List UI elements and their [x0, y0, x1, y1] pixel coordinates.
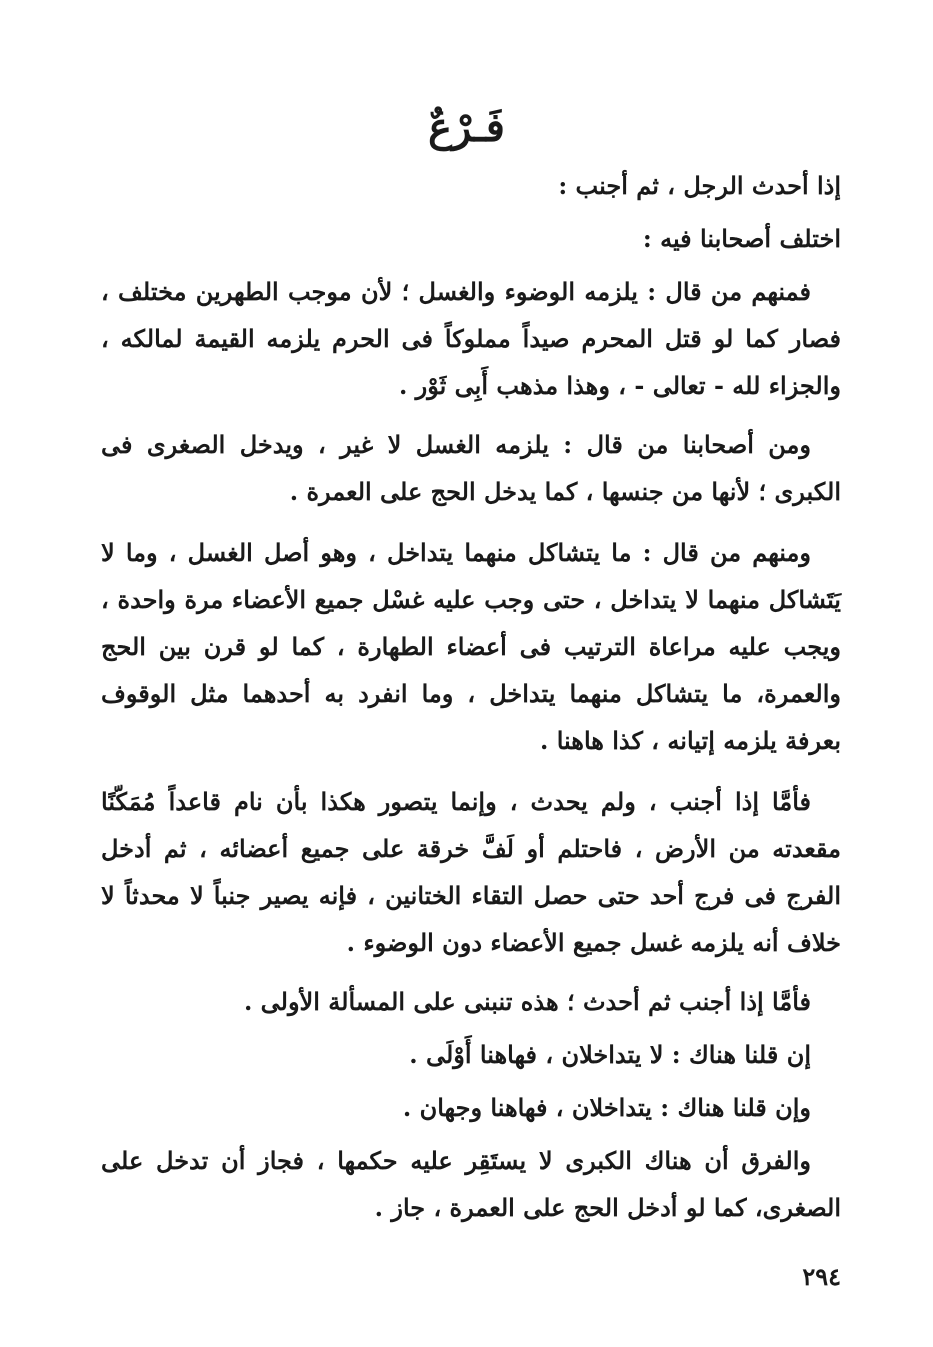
- paragraph-6: فأمَّا إذا أجنب ، ولم يحدث ، وإنما يتصور هكذا بأن نام قاعداً مُمَكّنًا مقعدته من الأرض ، فاحتلم أو لَفَّ خرقة على جميع أعضائه ، ثم أدخل الفرج فى فرج أحد حتى حصل التقاء الختانين ، فإنه يصير جنباً لا محدثاً لا خلاف أنه يلزمه غسل جميع الأعضاء دون الوضوء .: [101, 787, 841, 957]
- paragraph-8: إن قلنا هناك : لا يتداخلان ، فهاهنا أَوْلَى .: [409, 1040, 811, 1069]
- paragraph-3: فمنهم من قال : يلزمه الوضوء والغسل ؛ لأن موجب الطهرين مختلف ، فصار كما لو قتل المحرم صيداً مملوكاً فى الحرم يلزمه القيمة لمالكه ، والجزاء لله - تعالى - ، وهذا مذهب أَبِى ثَوْر .: [101, 277, 841, 400]
- section-heading: فَـرْعٌ: [428, 104, 505, 151]
- paragraph-9: وإن قلنا هناك : يتداخلان ، فهاهنا وجهان .: [402, 1093, 811, 1122]
- paragraph-4: ومن أصحابنا من قال : يلزمه الغسل لا غير ، ويدخل الصغرى فى الكبرى ؛ لأنها من جنسها ، كما يدخل الحج على العمرة .: [101, 430, 841, 506]
- paragraph-10: والفرق أن هناك الكبرى لا يستَقِر عليه حكمها ، فجاز أن تدخل على الصغرى، كما لو أدخل الحج على العمرة ، جاز .: [101, 1146, 841, 1222]
- paragraph-7: فأمَّا إذا أجنب ثم أحدث ؛ هذه تنبنى على المسألة الأولى .: [243, 987, 811, 1016]
- page-number: ٢٩٤: [802, 1262, 841, 1291]
- paragraph-1: إذا أحدث الرجل ، ثم أجنب :: [558, 171, 841, 200]
- paragraph-2: اختلف أصحابنا فيه :: [642, 224, 841, 253]
- paragraph-5: ومنهم من قال : ما يتشاكل منهما يتداخل ، وهو أصل الغسل ، وما لا يَتَشاكل منهما لا يتداخل ، حتى وجب عليه غسْل جميع الأعضاء مرة واحدة ، ويجب عليه مراعاة الترتيب فى أعضاء الطهارة ، كما لو قرن بين الحج والعمرة، ما يتشاكل منهما يتداخل ، وما انفرد به أحدهما مثل الوقوف بعرفة يلزمه إتيانه ، كذا هاهنا .: [101, 538, 841, 755]
- document-body: [101, 162, 841, 1231]
